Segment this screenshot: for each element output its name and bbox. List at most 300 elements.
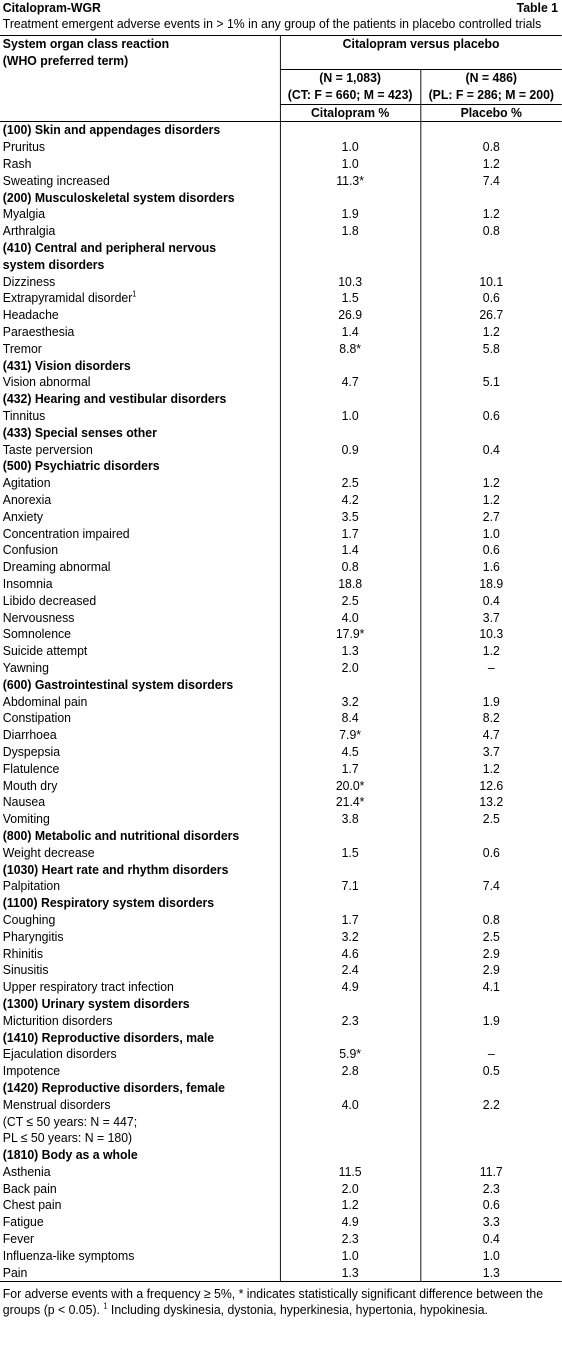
citalopram-value: 3.8 [280,811,420,828]
row-label: Somnolence [2,626,71,642]
row-label: (432) Hearing and vestibular disorders [2,391,227,407]
citalopram-value [280,257,420,274]
reaction-name [0,1197,280,1214]
row-label: Vomiting [2,811,50,827]
row-label: (1810) Body as a whole [2,1147,138,1163]
row-label: Sweating increased [2,172,110,188]
reaction-name [0,475,280,492]
placebo-value [420,391,561,408]
row-label: Insomnia [2,576,53,591]
table-row [0,1046,562,1063]
reaction-name [0,979,280,996]
table-row [0,408,562,425]
citalopram-value: 0.9 [280,442,420,459]
reaction-name [0,290,280,307]
organ-class-label [0,425,280,442]
placebo-value: 26.7 [420,307,561,324]
citalopram-value: 0.8 [280,559,420,576]
placebo-value: 1.0 [420,526,561,543]
placebo-value: 1.2 [420,206,561,223]
table-row [0,139,562,156]
citalopram-value: 1.0 [280,139,420,156]
citalopram-value [280,895,420,912]
reaction-name [0,694,280,711]
row-label: Yawning [2,659,49,675]
citalopram-value: 7.1 [280,878,420,895]
reaction-name [0,626,280,643]
reaction-name [0,794,280,811]
citalopram-value: 1.5 [280,290,420,307]
row-label: Flatulence [2,760,60,776]
row-label: (1100) Respiratory system disorders [2,895,215,911]
reaction-name [0,492,280,509]
table-row [0,694,562,711]
placebo-value: 0.6 [420,1197,561,1214]
row-label: Mouth dry [2,777,58,793]
table-row [0,626,562,643]
citalopram-value [280,1114,420,1131]
row-label: Dyspepsia [2,743,61,759]
table-row [0,710,562,727]
citalopram-value [280,190,420,207]
reaction-name [0,1013,280,1030]
placebo-value: 2.5 [420,811,561,828]
placebo-value: 0.6 [420,408,561,425]
row-label: Taste perversion [2,441,93,457]
reaction-name [0,1181,280,1198]
table-row [0,290,562,307]
placebo-value: 2.2 [420,1097,561,1114]
reaction-name [0,408,280,425]
citalopram-value: 4.0 [280,1097,420,1114]
category-row [0,240,562,257]
placebo-value: 7.4 [420,878,561,895]
placebo-value: 0.6 [420,290,561,307]
placebo-value: 5.8 [420,341,561,358]
reaction-name [0,643,280,660]
table-row [0,1197,562,1214]
placebo-value: 3.3 [420,1214,561,1231]
reaction-name [0,962,280,979]
reaction-name [0,727,280,744]
citalopram-value [280,1130,420,1147]
citalopram-value: 1.4 [280,324,420,341]
placebo-value [420,862,561,879]
footnote-significance: For adverse events with a frequency ≥ 5%, * indicates statistically significant difference between the groups (p < 0.05). [2,1286,544,1317]
category-row [0,458,562,475]
citalopram-value: 1.2 [280,1197,420,1214]
row-label: Dreaming abnormal [2,559,111,575]
placebo-value: 10.1 [420,274,561,291]
reaction-name [0,442,280,459]
placebo-value [420,240,561,257]
reaction-name [0,341,280,358]
citalopram-value: 8.8* [280,341,420,358]
row-label: (1420) Reproductive disorders, female [2,1079,226,1095]
placebo-sex-split: (PL: F = 286; M = 200) [428,86,554,102]
category-row [0,358,562,375]
citalopram-value: 8.4 [280,710,420,727]
placebo-value [420,257,561,274]
placebo-value: 7.4 [420,173,561,190]
group-column-header: Citalopram versus placebo [280,36,562,70]
row-label: (1030) Heart rate and rhythm disorders [2,861,229,877]
category-row [0,1147,562,1164]
row-label: Rhinitis [2,945,44,961]
citalopram-value [280,862,420,879]
row-label: (CT ≤ 50 years: N = 447; [2,1113,138,1129]
row-label: Nausea [2,794,46,810]
citalopram-n-header [280,70,420,105]
citalopram-value: 2.4 [280,962,420,979]
row-label: Impotence [2,1063,61,1079]
citalopram-value [280,122,420,139]
row-label: Influenza-like symptoms [2,1247,135,1263]
organ-class-label [0,257,280,274]
category-row [0,895,562,912]
category-row [0,828,562,845]
citalopram-value: 2.8 [280,1063,420,1080]
placebo-value: 4.7 [420,727,561,744]
row-label: Fatigue [2,1214,44,1230]
organ-class-label [0,828,280,845]
citalopram-value: 1.0 [280,408,420,425]
organ-class-label [0,240,280,257]
reaction-header-line-1: System organ class reaction [2,36,170,51]
table-head [0,36,562,122]
category-row [0,425,562,442]
table-row [0,307,562,324]
table-row [0,1114,562,1131]
adverse-events-table [0,35,562,1282]
placebo-value: 2.5 [420,929,561,946]
organ-class-label [0,895,280,912]
placebo-value: 1.2 [420,475,561,492]
row-label: Weight decrease [2,844,95,860]
citalopram-value [280,996,420,1013]
citalopram-value: 2.3 [280,1013,420,1030]
placebo-value: 10.3 [420,626,561,643]
category-row [0,1030,562,1047]
organ-class-label [0,190,280,207]
reaction-name [0,1248,280,1265]
table-row [0,274,562,291]
placebo-value: 1.0 [420,1248,561,1265]
category-row [0,1080,562,1097]
row-label: Constipation [2,710,71,726]
table-row [0,173,562,190]
reaction-name [0,1164,280,1181]
citalopram-percent-header: Citalopram % [280,104,420,122]
citalopram-value [280,358,420,375]
placebo-value: 11.7 [420,1164,561,1181]
row-label: Paraesthesia [2,324,75,340]
row-label: Tremor [2,340,42,356]
table-row [0,475,562,492]
reaction-name [0,576,280,593]
table-row [0,324,562,341]
placebo-value: 1.2 [420,324,561,341]
row-label: Suicide attempt [2,643,88,659]
organ-class-label [0,677,280,694]
placebo-value [420,677,561,694]
row-label: (431) Vision disorders [2,357,131,373]
table-row [0,744,562,761]
reaction-name [0,509,280,526]
category-row [0,862,562,879]
table-row [0,1097,562,1114]
table-row [0,223,562,240]
table-row [0,374,562,391]
category-row [0,257,562,274]
placebo-value [420,1114,561,1131]
row-label: Pharyngitis [2,928,64,944]
citalopram-value: 2.5 [280,593,420,610]
row-label: Dizziness [2,273,56,289]
citalopram-value: 1.3 [280,1265,420,1282]
table-row [0,1231,562,1248]
organ-class-label [0,122,280,139]
placebo-value [420,458,561,475]
citalopram-value: 1.4 [280,542,420,559]
citalopram-value: 1.3 [280,643,420,660]
placebo-value [420,1030,561,1047]
reaction-name [0,559,280,576]
row-label: (800) Metabolic and nutritional disorders [2,827,240,843]
citalopram-value: 10.3 [280,274,420,291]
table-row [0,811,562,828]
placebo-value: 2.9 [420,946,561,963]
placebo-value: 3.7 [420,610,561,627]
placebo-value: 1.9 [420,1013,561,1030]
citalopram-n: (N = 1,083) [319,70,381,86]
row-label: PL ≤ 50 years: N = 180) [2,1130,133,1146]
reaction-name [0,173,280,190]
citalopram-value: 2.0 [280,1181,420,1198]
row-label: Pruritus [2,139,46,155]
table-row [0,778,562,795]
table-row [0,1013,562,1030]
reaction-name [0,1114,280,1131]
reaction-name [0,1214,280,1231]
citalopram-value: 18.8 [280,576,420,593]
placebo-value: – [420,1046,561,1063]
placebo-value [420,190,561,207]
reaction-column-header [0,36,280,70]
row-label: Agitation [2,475,51,491]
row-label: Tinnitus [2,408,46,424]
row-label: Ejaculation disorders [2,1046,117,1062]
citalopram-value: 2.0 [280,660,420,677]
citalopram-value [280,828,420,845]
citalopram-value: 17.9* [280,626,420,643]
row-label: Menstrual disorders [2,1096,111,1112]
row-label: Coughing [2,911,56,927]
citalopram-value: 4.0 [280,610,420,627]
citalopram-value: 4.2 [280,492,420,509]
row-label: Micturition disorders [2,1012,113,1028]
row-label: Nervousness [2,609,75,625]
placebo-value: 0.8 [420,139,561,156]
table-row [0,979,562,996]
placebo-value [420,828,561,845]
table-row [0,878,562,895]
placebo-value: 1.9 [420,694,561,711]
placebo-value: 0.4 [420,442,561,459]
table-row [0,761,562,778]
placebo-value [420,122,561,139]
placebo-value: 1.2 [420,156,561,173]
reaction-name [0,660,280,677]
table-row [0,1248,562,1265]
reaction-name [0,1231,280,1248]
row-label: Anxiety [2,508,44,524]
organ-class-label [0,458,280,475]
placebo-value: 2.9 [420,962,561,979]
category-row [0,190,562,207]
citalopram-value: 5.9* [280,1046,420,1063]
row-label: system disorders [2,256,105,272]
citalopram-value [280,458,420,475]
row-label: (1410) Reproductive disorders, male [2,1029,215,1045]
citalopram-value: 1.0 [280,1248,420,1265]
placebo-value: 2.7 [420,509,561,526]
reaction-name [0,710,280,727]
placebo-value: – [420,660,561,677]
reaction-name [0,778,280,795]
citalopram-value: 1.0 [280,156,420,173]
citalopram-value: 2.3 [280,1231,420,1248]
reaction-name [0,324,280,341]
placebo-value: 0.6 [420,845,561,862]
table-row [0,1214,562,1231]
row-label: Pain [2,1264,28,1280]
row-label: (100) Skin and appendages disorders [2,122,221,138]
reaction-name [0,811,280,828]
citalopram-value: 3.5 [280,509,420,526]
citalopram-value [280,391,420,408]
citalopram-value: 4.7 [280,374,420,391]
organ-class-label [0,996,280,1013]
placebo-value: 1.2 [420,643,561,660]
placebo-value [420,1080,561,1097]
placebo-value [420,358,561,375]
placebo-value: 3.7 [420,744,561,761]
citalopram-value: 3.2 [280,929,420,946]
reaction-name [0,156,280,173]
table-row [0,727,562,744]
reaction-name [0,307,280,324]
citalopram-value: 4.9 [280,979,420,996]
row-label: Anorexia [2,492,52,508]
reaction-name [0,761,280,778]
citalopram-value: 20.0* [280,778,420,795]
citalopram-value: 2.5 [280,475,420,492]
document-title: Citalopram-WGR [2,0,101,15]
citalopram-value: 1.7 [280,912,420,929]
citalopram-value [280,240,420,257]
placebo-value: 13.2 [420,794,561,811]
reaction-name [0,845,280,862]
row-label: Extrapyramidal disorder [2,290,133,306]
table-row [0,206,562,223]
citalopram-value: 4.6 [280,946,420,963]
table-row [0,794,562,811]
reaction-name [0,912,280,929]
organ-class-label [0,1147,280,1164]
row-label: (200) Musculoskeletal system disorders [2,189,235,205]
placebo-value: 5.1 [420,374,561,391]
placebo-value: 0.8 [420,223,561,240]
citalopram-value: 4.5 [280,744,420,761]
citalopram-value: 7.9* [280,727,420,744]
table-row [0,593,562,610]
reaction-header-line-2: (WHO preferred term) [2,52,129,68]
table-row [0,929,562,946]
citalopram-value: 1.5 [280,845,420,862]
row-label: Asthenia [2,1163,51,1179]
reaction-name [0,946,280,963]
citalopram-value [280,1030,420,1047]
placebo-value: 8.2 [420,710,561,727]
row-label: Rash [2,156,32,172]
category-row [0,391,562,408]
reaction-name [0,1046,280,1063]
table-row [0,156,562,173]
row-label: Fever [2,1231,35,1247]
placebo-value: 4.1 [420,979,561,996]
placebo-value [420,1147,561,1164]
row-label: Libido decreased [2,592,97,608]
reaction-name [0,374,280,391]
reaction-name [0,929,280,946]
row-label: (600) Gastrointestinal system disorders [2,676,234,692]
table-row [0,341,562,358]
row-label: (500) Psychiatric disorders [2,458,160,474]
placebo-value [420,895,561,912]
row-label: Confusion [2,542,59,558]
row-label: Arthralgia [2,223,56,239]
placebo-value: 12.6 [420,778,561,795]
category-row [0,996,562,1013]
reaction-name [0,878,280,895]
table-row [0,442,562,459]
row-label: (410) Central and peripheral nervous [2,240,217,256]
footnote-ref: 1 [132,290,137,300]
placebo-value: 2.3 [420,1181,561,1198]
document-header [0,0,562,16]
placebo-percent-header: Placebo % [420,104,561,122]
row-label: Vision abnormal [2,374,91,390]
citalopram-value: 1.7 [280,526,420,543]
table-row [0,1164,562,1181]
placebo-n: (N = 486) [465,70,518,86]
category-row [0,677,562,694]
reaction-name [0,206,280,223]
table-row [0,526,562,543]
table-row [0,559,562,576]
reaction-name [0,610,280,627]
organ-class-label [0,391,280,408]
row-label: Upper respiratory tract infection [2,979,174,995]
reaction-name [0,593,280,610]
citalopram-value: 11.5 [280,1164,420,1181]
placebo-value [420,1130,561,1147]
placebo-value: 1.3 [420,1265,561,1282]
citalopram-value: 1.9 [280,206,420,223]
table-row [0,1181,562,1198]
placebo-value: 0.4 [420,1231,561,1248]
